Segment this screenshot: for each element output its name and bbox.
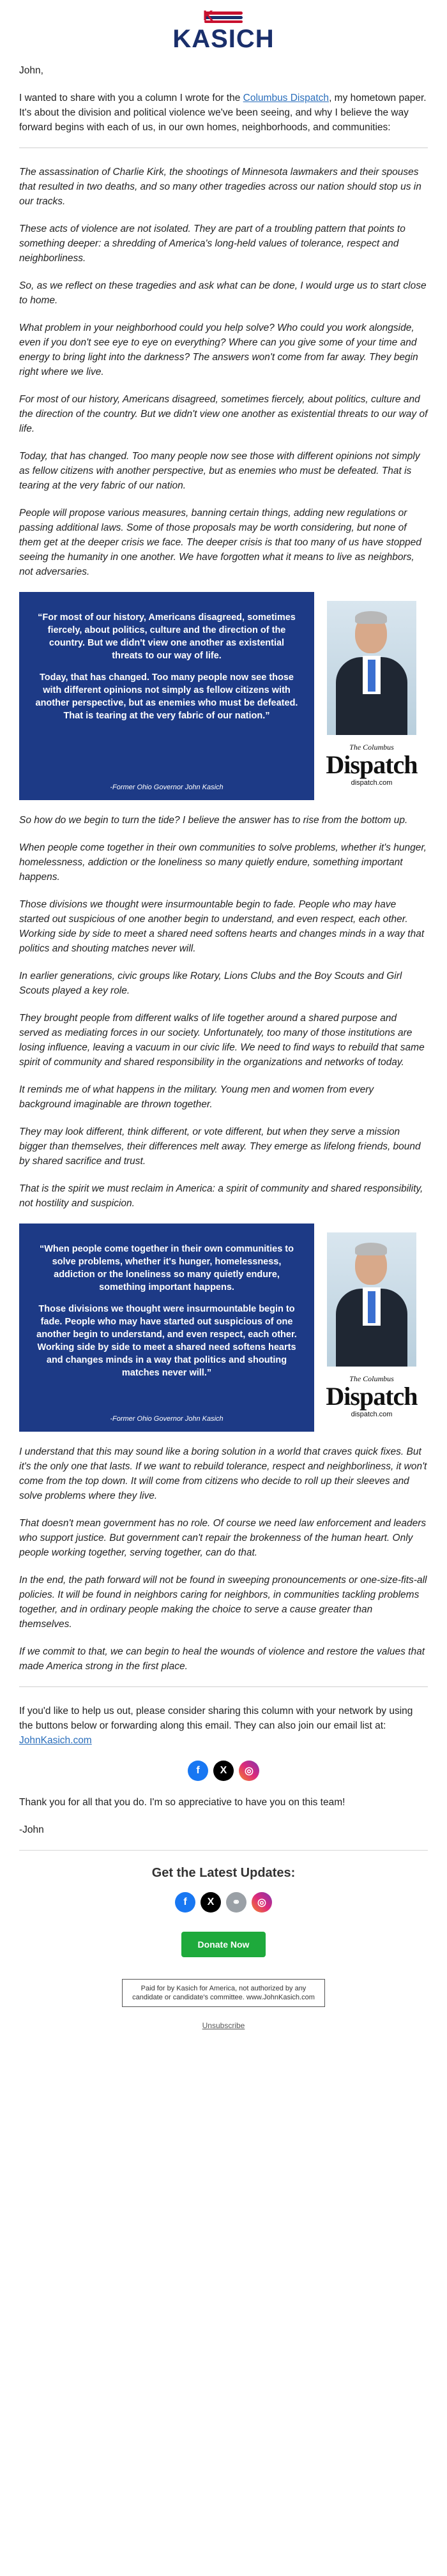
- kasich-portrait-image: [327, 601, 416, 735]
- column-paragraph: The assassination of Charlie Kirk, the shootings of Minnesota lawmakers and their spouses that resulted in two deaths, and so many other tragedies across our nation should stop us in our tracks.: [19, 167, 421, 207]
- x-icon[interactable]: X: [213, 1761, 234, 1781]
- x-icon[interactable]: X: [201, 1892, 221, 1913]
- quote-panel: [19, 592, 314, 800]
- flag-logo-icon: K: [204, 11, 243, 23]
- column-paragraph: They brought people from different walks of life together around a shared purpose and served as mediating forces in our society. Unfortunately, too many of those institutions are losing influence, leaving a vacuum in our civic life. We need to find ways to rebuild that same spirit of community and shared responsibility in the organizations and networks of today.: [19, 1013, 425, 1068]
- footer: [19, 1850, 428, 2030]
- quote-panel: [19, 1224, 314, 1432]
- quote-graphic: [19, 1224, 428, 1432]
- quote-text: “When people come together in their own communities to solve problems, whether it's hunger, homelessness, addiction or the loneliness so many quietly endure, something important happens.: [40, 1244, 294, 1292]
- column-paragraph: So how do we begin to turn the tide? I believe the answer has to rise from the bottom up.: [19, 815, 408, 826]
- divider: [19, 1686, 428, 1687]
- column-paragraph: Those divisions we thought were insurmountable begin to fade. People who may have started out suspicious of one another begin to understand, and even respect, each other. Working side by side to meet a shared need softens hearts and changes minds in a way that politics and shouting matches never will.: [19, 899, 425, 954]
- greeting: John,: [19, 65, 43, 76]
- quote-graphic: [19, 592, 428, 800]
- columbus-dispatch-link[interactable]: Columbus Dispatch: [243, 93, 330, 103]
- quote-attribution: -Former Ohio Governor John Kasich: [110, 1415, 224, 1423]
- share-paragraph: If you'd like to help us out, please consider sharing this column with your network by using the buttons below or forwarding along this email. They can also join our email list at: JohnKasich.com: [19, 1706, 413, 1746]
- column-paragraph: For most of our history, Americans disagreed, sometimes fiercely, about politics, culture and the direction of the country. But we didn't view one another as existential threats to our way of life.: [19, 394, 428, 434]
- quote-side-panel: [314, 1224, 428, 1432]
- column-paragraph: They may look different, think different, or vote different, but when they serve a mission bigger than themselves, their differences melt away. They emerge as lifelong friends, bound by shared sacrifice and trust.: [19, 1126, 421, 1167]
- dispatch-logo: The Columbus Dispatch dispatch.com: [326, 743, 418, 787]
- column-paragraph: These acts of violence are not isolated. They are part of a troubling pattern that points to something deeper: a shredding of America's long-held values of tolerance, respect and neighborliness.: [19, 224, 405, 264]
- column-paragraph: It reminds me of what happens in the military. Young men and women from every background imaginable are thrown together.: [19, 1084, 374, 1110]
- footer-social-buttons: [19, 1892, 428, 1913]
- column-paragraph: People will propose various measures, banning certain things, adding new regulations or passing additional laws. Some of those proposals may be worth considering, but none of them get at the deeper crisis we face. The deeper crisis is that too many of us have stopped seeing the humanity in one another. We have forgotten what it means to live as neighbors, not adversaries.: [19, 508, 421, 577]
- kasich-logo: [19, 0, 428, 63]
- column-paragraph: When people come together in their own communities to solve problems, whether it's hunger, homelessness, addiction or the loneliness so many quietly endure, something important happens.: [19, 842, 427, 883]
- logo-wordmark: KASICH: [172, 25, 275, 53]
- instagram-icon[interactable]: ◎: [239, 1761, 259, 1781]
- kasich-portrait-image: [327, 1232, 416, 1367]
- dispatch-logo: The Columbus Dispatch dispatch.com: [326, 1374, 418, 1418]
- column-paragraph: So, as we reflect on these tragedies and ask what can be done, I would urge us to start close to home.: [19, 280, 427, 306]
- column-paragraph: That is the spirit we must reclaim in America: a spirit of community and shared responsibility, not hostility and suspicion.: [19, 1183, 423, 1209]
- column-paragraph: In the end, the path forward will not be found in sweeping pronouncements or one-size-fits-all policies. It will be found in neighbors caring for neighbors, in communities tackling problems together, and in ordinary people making the choice to serve a cause greater than themselves.: [19, 1575, 427, 1630]
- quote-text: Those divisions we thought were insurmountable begin to fade. People who may have started out suspicious of one another begin to understand, and even respect, each other. Working side by side to meet a shared need softens hearts and changes minds in a way that politics and shouting matches never will.”: [36, 1304, 297, 1378]
- column-paragraph: That doesn't mean government has no role. Of course we need law enforcement and leaders who support justice. But government can't repair the brokenness of the human heart. Only people working together, serving together, can do that.: [19, 1518, 427, 1558]
- intro-paragraph: I wanted to share with you a column I wrote for the Columbus Dispatch, my hometown paper. It's about the division and political violence we've been seeing, and why I believe the way forward begins with each of us, in our own homes, neighborhoods, and communities:: [19, 93, 427, 133]
- column-paragraph: Today, that has changed. Too many people now see those with different opinions not simply as fellow citizens with another perspective, but as enemies who must be defeated. That is tearing at the very fabric of our nation.: [19, 451, 420, 491]
- link-icon[interactable]: ⚭: [226, 1892, 246, 1913]
- thanks-paragraph: Thank you for all that you do. I'm so appreciative to have you on this team!: [19, 1797, 345, 1808]
- instagram-icon[interactable]: ◎: [252, 1892, 272, 1913]
- quote-attribution: -Former Ohio Governor John Kasich: [110, 784, 224, 791]
- unsubscribe-link[interactable]: Unsubscribe: [202, 2021, 245, 2030]
- footer-title: Get the Latest Updates:: [151, 1866, 296, 1880]
- share-buttons: [19, 1761, 428, 1781]
- donate-button[interactable]: Donate Now: [181, 1932, 266, 1957]
- column-paragraph: I understand that this may sound like a boring solution in a world that craves quick fixes. But it's the only one that lasts. If we want to rebuild tolerance, respect and neighborliness, it won't come from the top down. It will come from citizens who decide to roll up their sleeves and solve problems where they live.: [19, 1446, 427, 1501]
- column-paragraph: In earlier generations, civic groups like Rotary, Lions Clubs and the Boy Scouts and Girl Scouts played a key role.: [19, 971, 402, 996]
- email-body: [19, 0, 428, 2030]
- signoff: -John: [19, 1824, 44, 1835]
- quote-text: “For most of our history, Americans disagreed, sometimes fiercely, about politics, culture and the direction of the country. But we didn't view one another as existential threats to our way of life.: [38, 612, 296, 661]
- quote-side-panel: [314, 592, 428, 800]
- facebook-icon[interactable]: f: [175, 1892, 195, 1913]
- johnkasich-link[interactable]: JohnKasich.com: [19, 1735, 92, 1746]
- column-paragraph: What problem in your neighborhood could you help solve? Who could you work alongside, even if you don't see eye to eye on everything? Where can you give some of your time and energy to bring light into the darkness? The answers won't come from far away. They begin right where we live.: [19, 322, 418, 377]
- quote-text: Today, that has changed. Too many people now see those with different opinions not simply as fellow citizens with another perspective, but as enemies who must be defeated. That is tearing at the very fabric of our nation.”: [35, 672, 298, 721]
- paid-for-disclaimer: Paid for by Kasich for America, not authorized by any candidate or candidate's committee. www.JohnKasich.com: [122, 1979, 325, 2007]
- facebook-icon[interactable]: f: [188, 1761, 208, 1781]
- column-paragraph: If we commit to that, we can begin to heal the wounds of violence and restore the values that made America strong in the first place.: [19, 1646, 425, 1672]
